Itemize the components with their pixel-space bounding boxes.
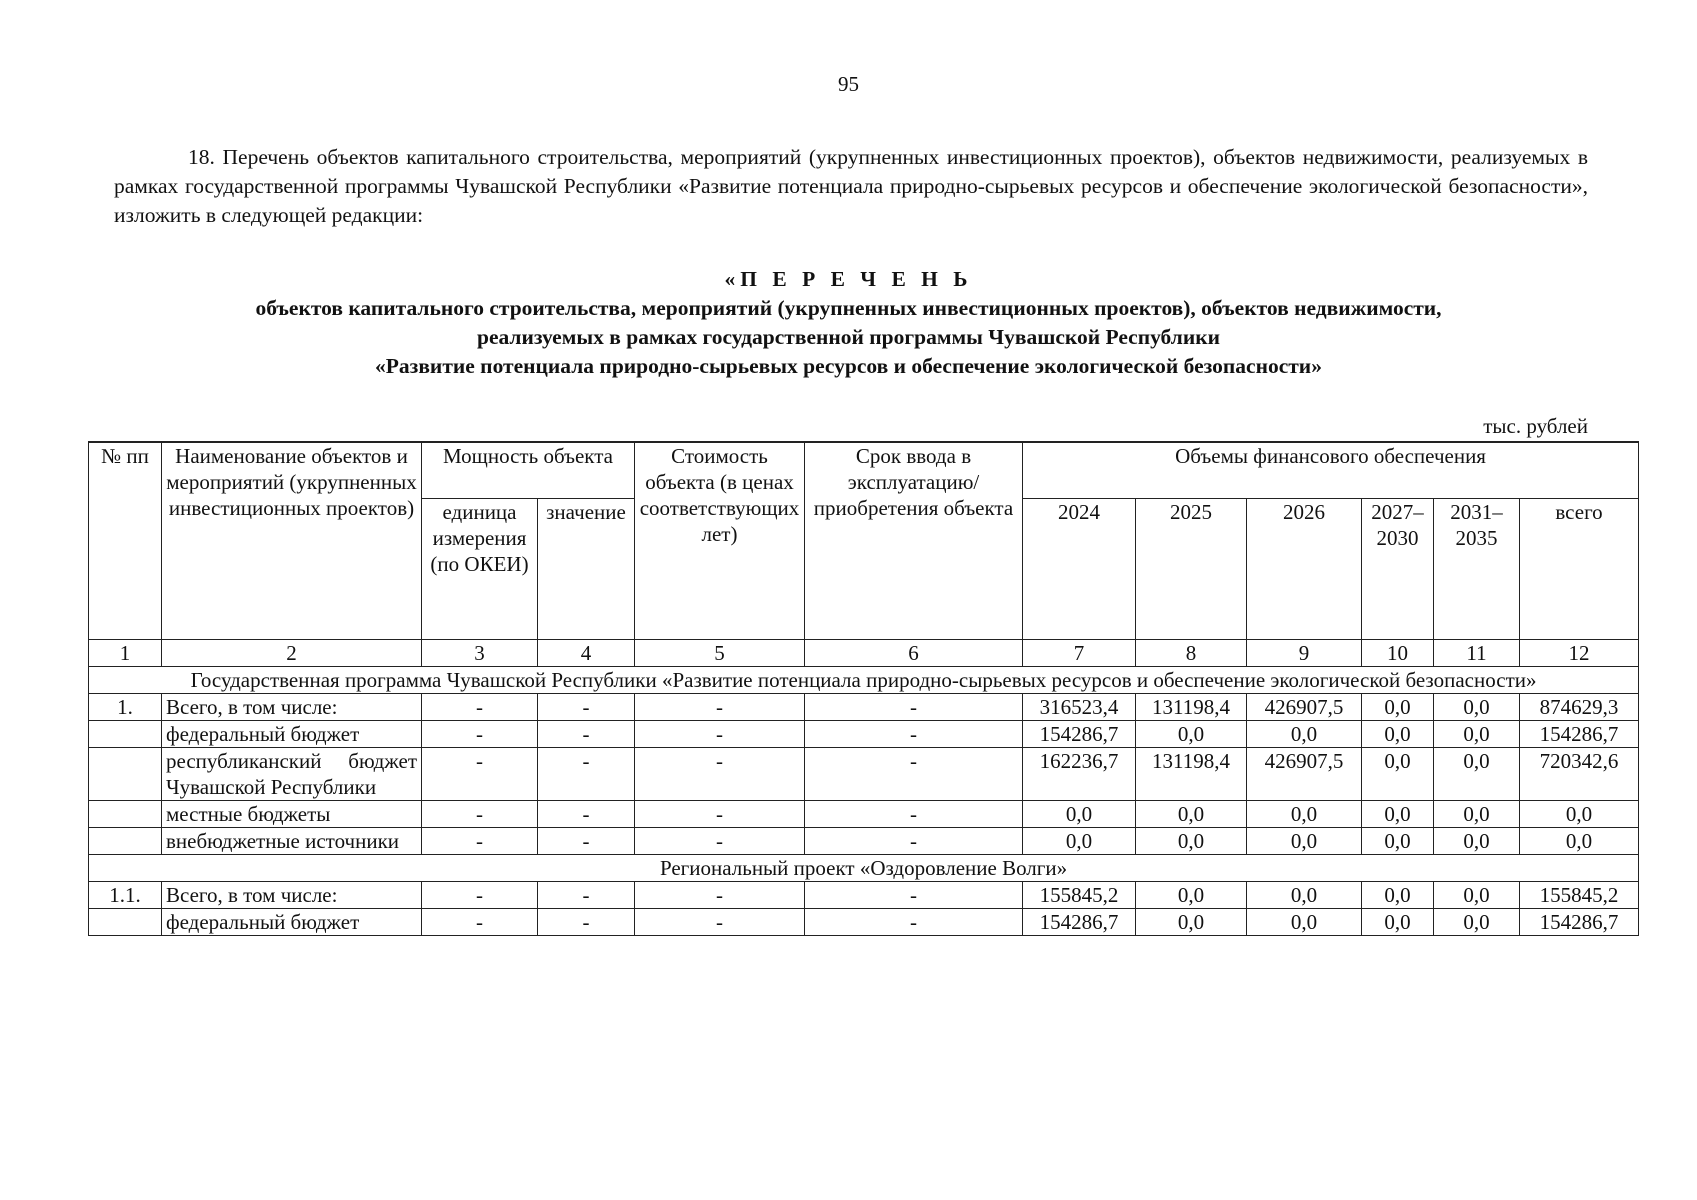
section-heading-project: Региональный проект «Оздоровление Волги» (89, 855, 1639, 882)
column-number: 5 (635, 640, 805, 667)
row-2031-2035: 0,0 (1434, 694, 1520, 721)
row-2024: 154286,7 (1023, 721, 1136, 748)
row-2026: 0,0 (1247, 909, 1362, 936)
table-row (89, 882, 1639, 909)
row-total: 720342,6 (1520, 748, 1639, 801)
header-2027-2030: 2027–2030 (1362, 499, 1434, 640)
row-2024: 154286,7 (1023, 909, 1136, 936)
row-no (89, 748, 162, 801)
row-2024: 162236,7 (1023, 748, 1136, 801)
column-number: 6 (805, 640, 1023, 667)
row-cost: - (635, 694, 805, 721)
title-line-2: объектов капитального строительства, мероприятий (укрупненных инвестиционных проектов), объектов недвижимости, (255, 296, 1442, 320)
row-2027-2030: 0,0 (1362, 882, 1434, 909)
row-2027-2030: 0,0 (1362, 801, 1434, 828)
row-2024: 155845,2 (1023, 882, 1136, 909)
row-unit: - (422, 801, 538, 828)
row-name: республиканский бюджет Чувашской Республики (162, 748, 422, 801)
table-row (89, 721, 1639, 748)
units-label: тыс. рублей (1483, 414, 1588, 438)
row-total: 154286,7 (1520, 909, 1639, 936)
table-body (89, 667, 1639, 936)
row-term: - (805, 882, 1023, 909)
row-2025: 0,0 (1136, 882, 1247, 909)
section-heading-program: Государственная программа Чувашской Республики «Развитие потенциала природно-сырьевых ресурсов и обеспечение экологической безопасности» (89, 667, 1639, 694)
table-row (89, 801, 1639, 828)
row-no (89, 828, 162, 855)
row-unit: - (422, 882, 538, 909)
column-number: 7 (1023, 640, 1136, 667)
header-2031-2035: 2031–2035 (1434, 499, 1520, 640)
header-funding: Объемы финансового обеспечения (1023, 442, 1639, 499)
intro-paragraph: 18. Перечень объектов капитального строительства, мероприятий (укрупненных инвестиционных проектов), объектов недвижимости, реализуемых в рамках государственной программы Чувашской Республики «Развитие потенциала природно-сырьевых ресурсов и обеспечение экологической безопасности», изложить в следующей редакции: (114, 145, 1588, 227)
funding-table (88, 441, 1639, 936)
row-term: - (805, 694, 1023, 721)
table-row (89, 694, 1639, 721)
row-2026: 426907,5 (1247, 748, 1362, 801)
row-2026: 0,0 (1247, 828, 1362, 855)
column-number: 3 (422, 640, 538, 667)
row-cost: - (635, 801, 805, 828)
row-2024: 316523,4 (1023, 694, 1136, 721)
row-name: Всего, в том числе: (162, 882, 422, 909)
header-unit: единица измерения (по ОКЕИ) (422, 499, 538, 640)
header-name: Наименование объектов и мероприятий (укрупненных инвестиционных проектов) (162, 442, 422, 640)
row-2031-2035: 0,0 (1434, 721, 1520, 748)
row-name: местные бюджеты (162, 801, 422, 828)
row-name: Всего, в том числе: (162, 694, 422, 721)
row-2031-2035: 0,0 (1434, 909, 1520, 936)
table-row (89, 828, 1639, 855)
row-no: 1.1. (89, 882, 162, 909)
row-value: - (538, 748, 635, 801)
row-2025: 131198,4 (1136, 748, 1247, 801)
header-term: Срок ввода в эксплуатацию/приобретения объекта (805, 442, 1023, 640)
column-number: 11 (1434, 640, 1520, 667)
row-term: - (805, 909, 1023, 936)
row-cost: - (635, 721, 805, 748)
row-cost: - (635, 882, 805, 909)
title-line-3: реализуемых в рамках государственной программы Чувашской Республики (476, 325, 1220, 349)
row-no (89, 721, 162, 748)
title-line-4: «Развитие потенциала природно-сырьевых ресурсов и обеспечение экологической безопасности» (375, 354, 1322, 378)
row-value: - (538, 828, 635, 855)
row-2024: 0,0 (1023, 828, 1136, 855)
row-term: - (805, 801, 1023, 828)
row-value: - (538, 909, 635, 936)
row-no (89, 909, 162, 936)
row-total: 155845,2 (1520, 882, 1639, 909)
row-value: - (538, 882, 635, 909)
column-number: 2 (162, 640, 422, 667)
row-total: 0,0 (1520, 828, 1639, 855)
row-name: внебюджетные источники (162, 828, 422, 855)
row-2027-2030: 0,0 (1362, 828, 1434, 855)
column-number: 8 (1136, 640, 1247, 667)
header-capacity: Мощность объекта (422, 442, 635, 499)
column-number: 12 (1520, 640, 1639, 667)
row-total: 0,0 (1520, 801, 1639, 828)
row-2025: 0,0 (1136, 721, 1247, 748)
row-2027-2030: 0,0 (1362, 909, 1434, 936)
column-number: 10 (1362, 640, 1434, 667)
row-2031-2035: 0,0 (1434, 882, 1520, 909)
row-unit: - (422, 694, 538, 721)
column-numbers-row (89, 640, 1639, 667)
header-total: всего (1520, 499, 1639, 640)
row-2031-2035: 0,0 (1434, 748, 1520, 801)
page-number: 95 (838, 72, 859, 96)
row-name: федеральный бюджет (162, 909, 422, 936)
row-cost: - (635, 748, 805, 801)
row-no (89, 801, 162, 828)
document-title (0, 265, 1697, 381)
row-2026: 426907,5 (1247, 694, 1362, 721)
row-unit: - (422, 909, 538, 936)
header-2024: 2024 (1023, 499, 1136, 640)
row-2025: 0,0 (1136, 909, 1247, 936)
header-2025: 2025 (1136, 499, 1247, 640)
table-header (89, 442, 1639, 667)
row-value: - (538, 721, 635, 748)
row-value: - (538, 694, 635, 721)
row-2025: 0,0 (1136, 801, 1247, 828)
row-2024: 0,0 (1023, 801, 1136, 828)
row-2026: 0,0 (1247, 721, 1362, 748)
row-2027-2030: 0,0 (1362, 721, 1434, 748)
row-term: - (805, 748, 1023, 801)
header-2026: 2026 (1247, 499, 1362, 640)
row-2026: 0,0 (1247, 801, 1362, 828)
row-no: 1. (89, 694, 162, 721)
column-number: 4 (538, 640, 635, 667)
row-term: - (805, 721, 1023, 748)
header-cost: Стоимость объекта (в ценах соответствующих лет) (635, 442, 805, 640)
row-2025: 131198,4 (1136, 694, 1247, 721)
row-name: федеральный бюджет (162, 721, 422, 748)
row-cost: - (635, 828, 805, 855)
row-value: - (538, 801, 635, 828)
row-total: 874629,3 (1520, 694, 1639, 721)
row-unit: - (422, 721, 538, 748)
row-total: 154286,7 (1520, 721, 1639, 748)
table-row (89, 748, 1639, 801)
column-number: 9 (1247, 640, 1362, 667)
column-number: 1 (89, 640, 162, 667)
header-value: значение (538, 499, 635, 640)
row-2027-2030: 0,0 (1362, 694, 1434, 721)
row-2027-2030: 0,0 (1362, 748, 1434, 801)
header-no: № пп (89, 442, 162, 640)
row-term: - (805, 828, 1023, 855)
row-2025: 0,0 (1136, 828, 1247, 855)
row-2026: 0,0 (1247, 882, 1362, 909)
row-unit: - (422, 828, 538, 855)
row-2031-2035: 0,0 (1434, 828, 1520, 855)
title-line-1: «П Е Р Е Ч Е Н Ь (724, 267, 973, 291)
row-2031-2035: 0,0 (1434, 801, 1520, 828)
row-cost: - (635, 909, 805, 936)
table-row (89, 909, 1639, 936)
row-unit: - (422, 748, 538, 801)
